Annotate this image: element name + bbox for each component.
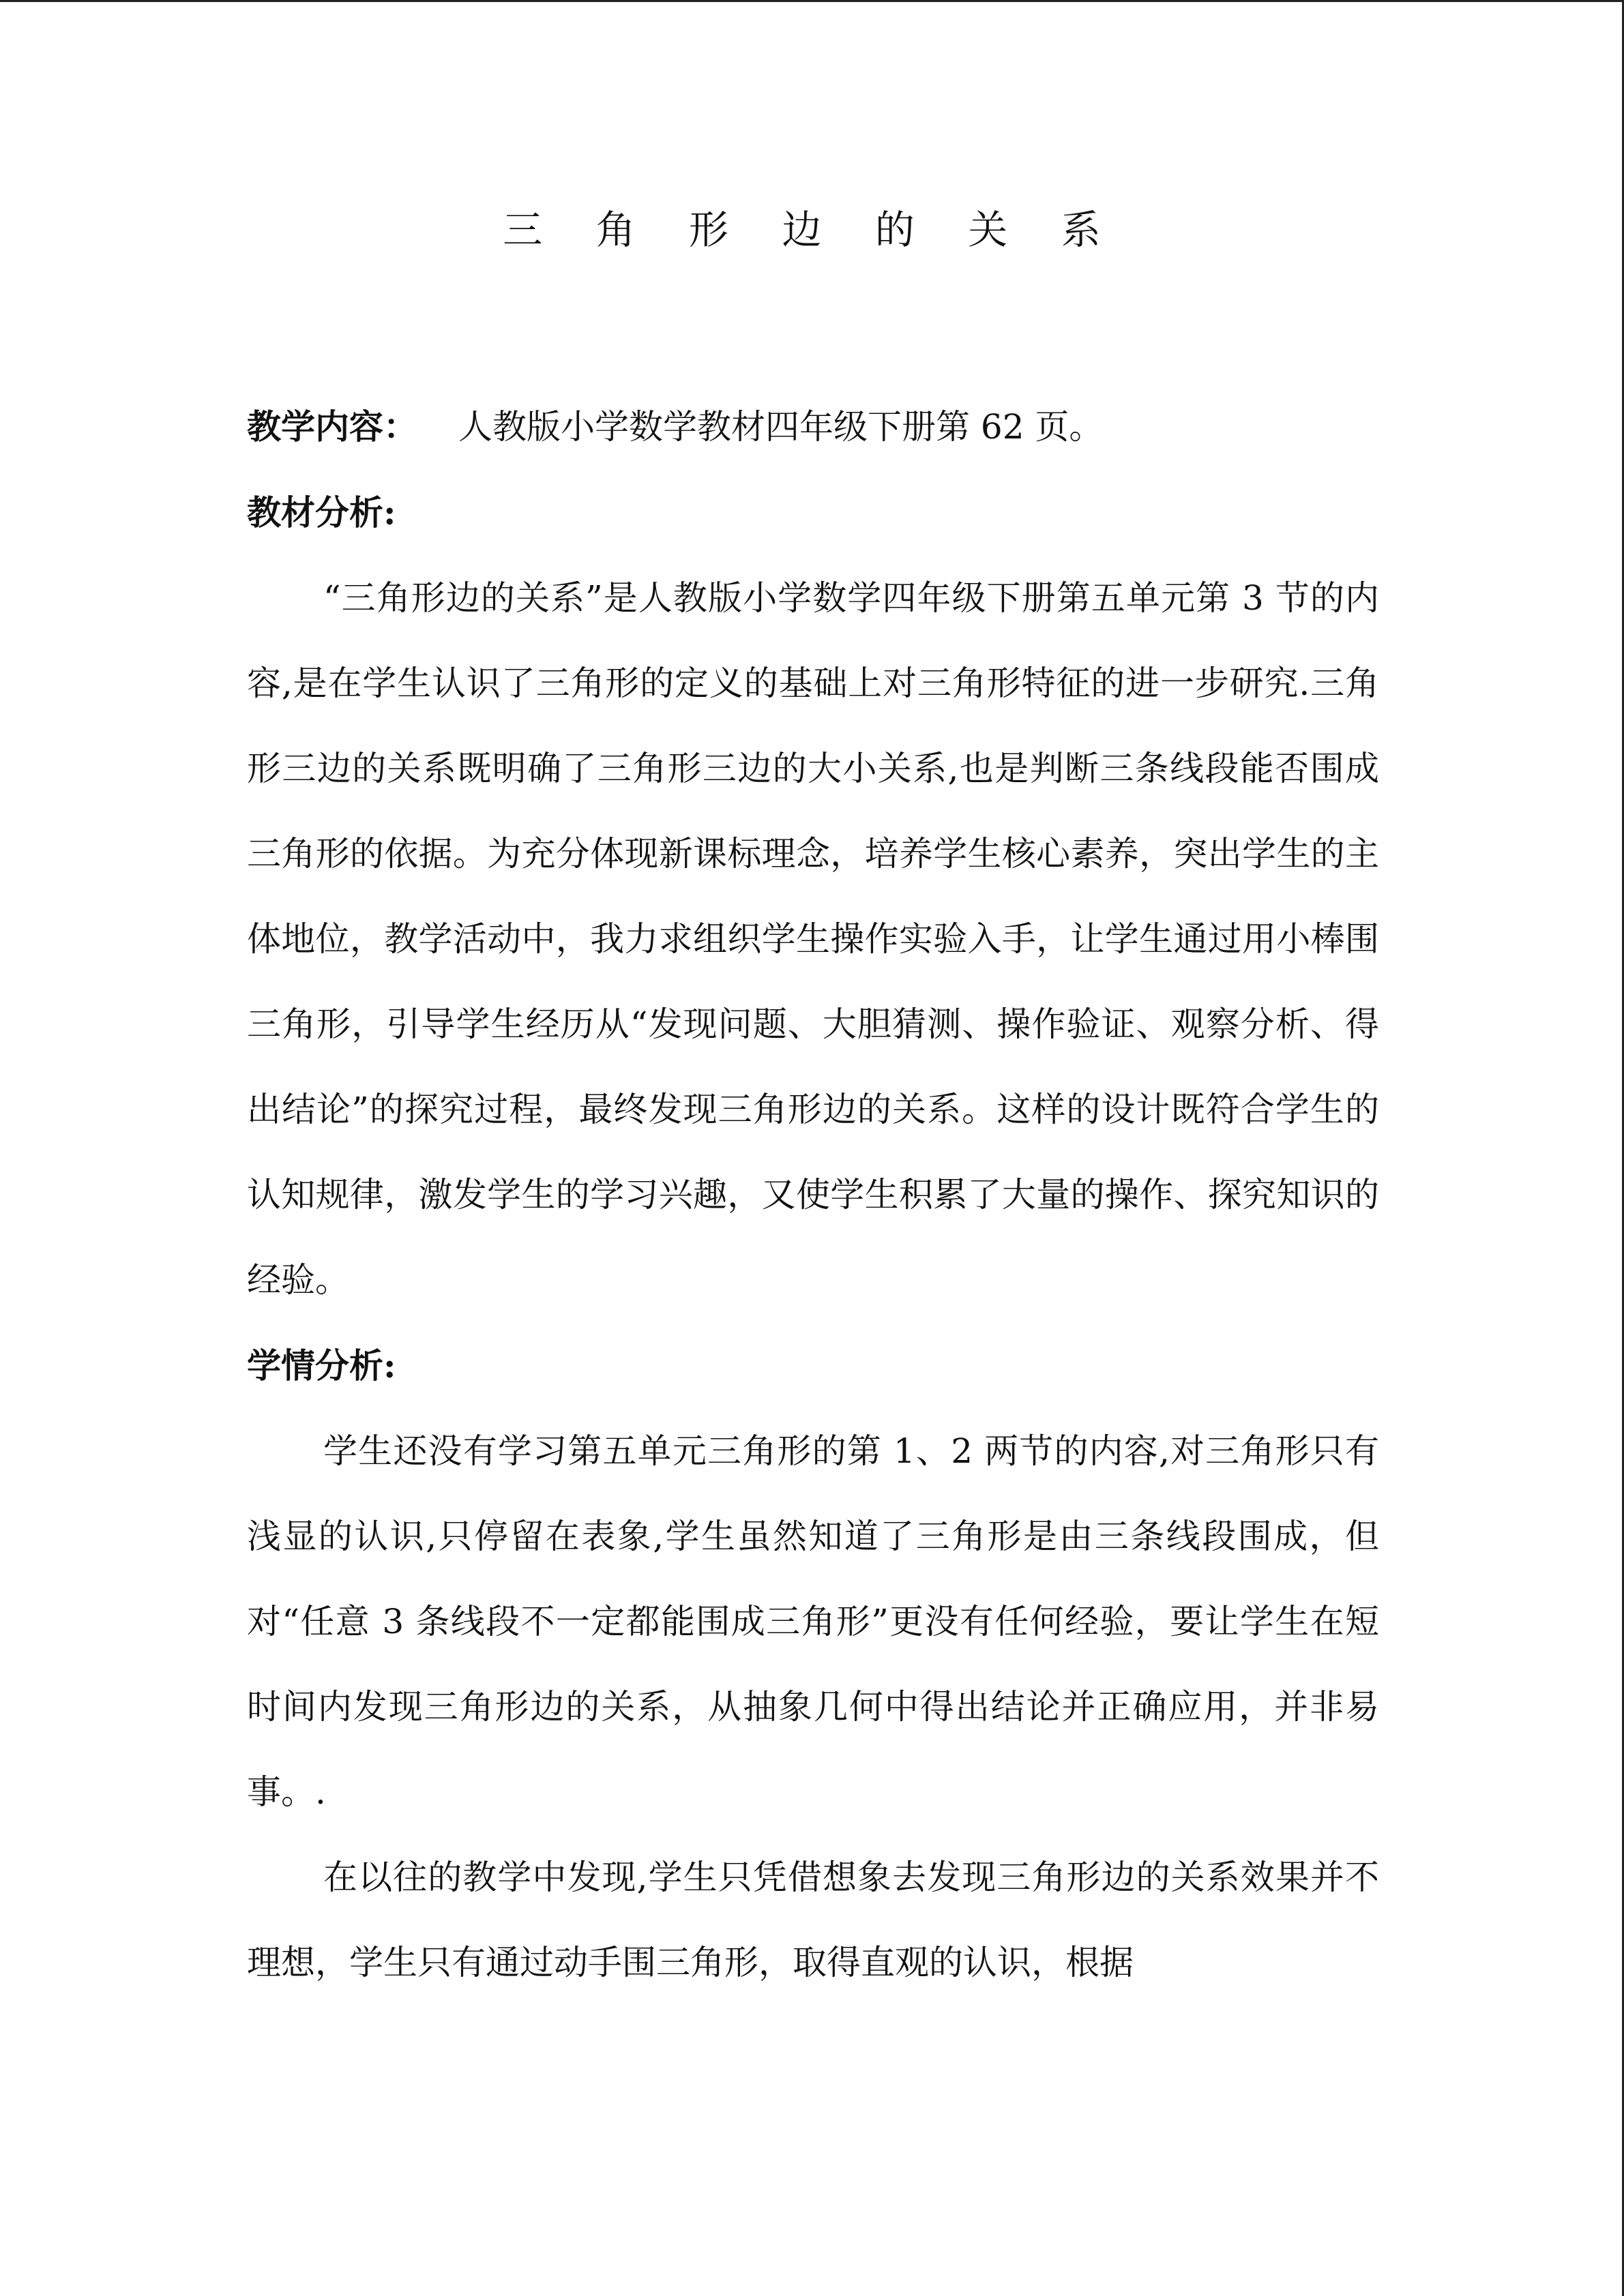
learning-analysis-paragraph-2: 在以往的教学中发现,学生只凭借想象去发现三角形边的关系效果并不理想，学生只有通过动手围三角形，取得直观的认识，根据 (247, 1858, 1379, 1982)
teaching-content-text: 人教版小学数学教材四年级下册第 62 页。 (458, 407, 1104, 447)
page-title: 三 角 形 边 的 关 系 (503, 207, 1121, 253)
material-analysis-label: 教材分析: (247, 492, 396, 533)
learning-analysis-heading (247, 1323, 1379, 1409)
document-body (247, 384, 1379, 2006)
learning-analysis-label: 学情分析: (247, 1345, 396, 1386)
teaching-content-row (247, 384, 1379, 470)
learning-analysis-paragraph-1: 学生还没有学习第五单元三角形的第 1、2 两节的内容,对三角形只有浅显的认识,只停留在表象,学生虽然知道了三角形是由三条线段围成，但对“任意 3 条线段不一定都能围成三角形”更没有任何经验，要让学生在短时间内发现三角形边的关系，从抽象几何中得出结论并正确应用，并非易事。. (247, 1431, 1379, 1812)
teaching-content-label: 教学内容： (247, 406, 417, 447)
material-analysis-paragraph: “三角形边的关系”是人教版小学数学四年级下册第五单元第 3 节的内容,是在学生认识了三角形的定义的基础上对三角形特征的进一步研究.三角形三边的关系既明确了三角形三边的大小关系,也是判断三条线段能否围成三角形的依据。为充分体现新课标理念，培养学生核心素养，突出学生的主体地位，教学活动中，我力求组织学生操作实验入手，让学生通过用小棒围三角形，引导学生经历从“发现问题、大胆猜测、操作验证、观察分析、得出结论”的探究过程，最终发现三角形边的关系。这样的设计既符合学生的认知规律，激发学生的学习兴趣，又使学生积累了大量的操作、探究知识的经验。 (247, 578, 1379, 1300)
material-analysis-heading (247, 470, 1379, 556)
